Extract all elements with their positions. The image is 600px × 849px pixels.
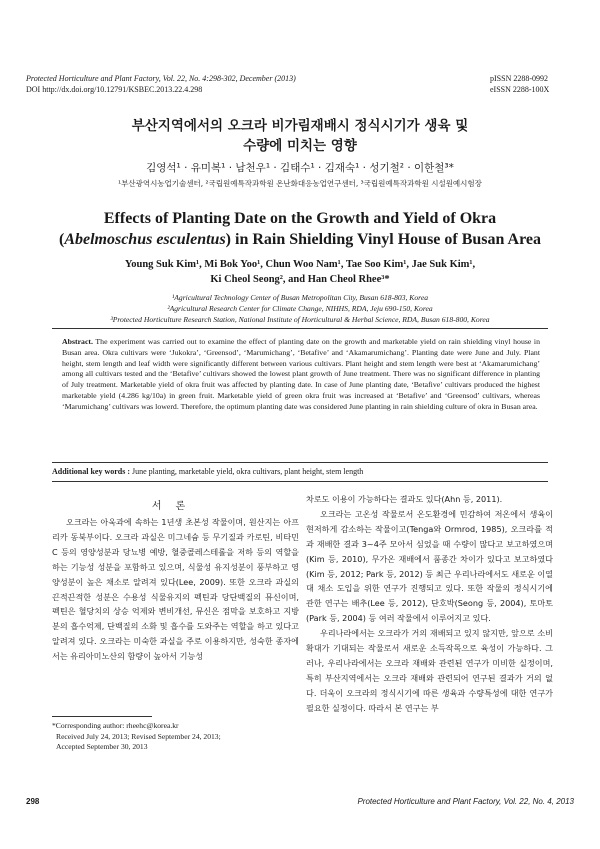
korean-title-line2: 수량에 미치는 영향 [243, 138, 357, 154]
footer-journal: Protected Horticulture and Plant Factory, Vol. 22, No. 4, 2013 [357, 797, 574, 806]
korean-title-line1: 부산지역에서의 오크라 비가림재배시 정식시기가 생육 및 [131, 118, 469, 134]
abstract-text: The experiment was carried out to examine the effect of planting date on the growth and marketable yield on rain shielding vinyl house in Busan area. Okra cultivars were ‘Jukokra’, ‘Greensod’, ‘Marumichang’, ‘Betafive’ and ‘Akamarumichang’. Planting date were June and July. Plant height, stem length and leaf width were significantly different between various cultivars. Plant height and stem length were best at ‘Akamarumichang’ among all cultivars tested and the ‘Betafive’ cultivars showed the lowest plant growth of June treatment. There was no significant difference in planting of July treatment. Marketable yield of okra fruit was affected by planting date. In case of June planting date, ‘Betafive’ cultivars produced the highest marketable yield (4.286 kg/10a) in green fruit. Marketable yield of green okra fruit was increased at ‘Betafive’ and ‘Greensod’ cultivars, whereas ‘Marumichang’ cultivars was lowerd. Therefore, the optimum planting date was considered June planting in rain shielding culture of okra in Busan area. [62, 337, 540, 411]
accepted-date: Accepted September 30, 2013 [56, 742, 148, 751]
affiliation-1: ¹Agricultural Technology Center of Busan Metropolitan City, Busan 618-803, Korea [171, 293, 429, 302]
keywords-label: Additional key words : [52, 467, 131, 476]
issn-block [490, 73, 574, 95]
english-authors [60, 257, 540, 287]
english-affiliations [26, 292, 574, 325]
abstract [62, 337, 540, 413]
affiliation-2: ²Agricultural Research Center for Climate Change, NIHHS, RDA, Jeju 690-150, Korea [167, 304, 433, 313]
species-name: Abelmoschus esculentus [64, 231, 226, 248]
journal-header [26, 73, 296, 95]
right-column-paragraph-3: 우리나라에서는 오크라가 거의 재배되고 있지 않지만, 앞으로 소비 확대가 기대되는 작물로서 새로운 소득작목으로 육성이 가능하다. 그러나, 우리나라에서는 오크라 재배와 관련된 연구가 미비한 실정이며, 특히 부산지역에서는 오크라 재배와 관련되어 연구된 결과가 거의 없다. 더욱이 오크라의 정식시기에 따른 생육과 수량특성에 대한 연구가 필요한 실정이다. 따라서 본 연구는 부 [306, 628, 553, 713]
right-column-paragraph-2: 오크라는 고온성 작물로서 온도환경에 민감하여 저온에서 생육이 현저하게 감소하는 작물이고(Tenga와 Ormrod, 1985), 오크라를 적과 재배한 결과 3~4주 모아서 심었을 때 수량이 많다고 보고하였으며(Kim 등, 2010), 무가온 재배에서 품종간 차이가 있다고 보고하였다(Kim 등, 2012; Park 등, 2012) 등 최근 우리나라에서도 새로운 이열대 채소 도입을 위한 연구가 진행되고 있다. 또한 작물의 정식시기에 관한 연구는 배추(Lee 등, 2012), 단호박(Seong 등, 2004), 토마토(Park 등, 2004) 등 여러 작물에서 이루어지고 있다. [306, 508, 553, 624]
korean-affiliations: ¹부산광역시농업기술센터, ²국립원예특작과학원 온난화대응농업연구센터, ³국립원예특작과학원 시설원예시험장 [118, 179, 482, 188]
english-title-line2-rest: ) in Rain Shielding Vinyl House of Busan Area [225, 231, 542, 248]
received-date: Received July 24, 2013; Revised September 24, 2013; [56, 731, 221, 741]
abstract-bottom-rule [52, 462, 548, 463]
affiliation-3: ³Protected Horticulture Research Station, National Institute of Horticultural & Herbal Science, RDA, Busan 618-800, Korea [110, 315, 490, 324]
english-authors-line2: Ki Cheol Seong², and Han Cheol Rhee³* [210, 274, 390, 285]
page-number: 298 [26, 797, 40, 806]
section-heading-introduction: 서론 [151, 501, 200, 512]
keywords [52, 466, 548, 477]
left-column-paragraph: 오크라는 아욱과에 속하는 1년생 초본성 작물이며, 원산지는 아프리카 동북부이다. 오크라 과실은 미그네슘 등 무기질과 카로틴, 비타민 C 등의 영양성분과 당뇨병 예방, 혈중콜레스테롤을 저하 등의 역할을 하는 기능성 성분을 포함하고 있으며, 식물성 유지성분이 풍부하고 영양성분이 높은 채소로 알려져 있다(Lee, 2009). 또한 오크라 과실의 끈적끈적한 성분은 수용성 식물유지의 펙틴과 당단백질의 뮤신이며, 펙틴은 혈당치의 상승 억제와 변비개선, 뮤신은 점막을 보호하고 지방분의 흡수억제, 단백질의 소화 및 흡수를 도와주는 역할을 하고 있다고 알려져 있다. 오크라는 미숙한 과실을 주로 이용하지만, 성숙한 종자에서는 유리아미노산의 함량이 높아서 기능성 [52, 517, 299, 662]
pissn: pISSN 2288-0992 [490, 74, 549, 83]
keywords-bottom-rule [52, 481, 548, 482]
eissn: eISSN 2288-100X [490, 85, 550, 94]
footnote [52, 721, 292, 753]
right-column-paragraph-1: 차로도 이용이 가능하다는 결과도 있다(Ahn 등, 2011). [306, 494, 503, 504]
doi-line[interactable]: DOI http://dx.doi.org/10.12791/KSBEC.2013.22.4.298 [26, 85, 203, 94]
english-title-line1: Effects of Planting Date on the Growth and Yield of Okra [103, 210, 497, 227]
english-authors-line1: Young Suk Kim¹, Mi Bok Yoo¹, Chun Woo Nam¹, Tae Soo Kim¹, Jae Suk Kim¹, [124, 259, 476, 270]
abstract-top-rule [52, 328, 548, 329]
keywords-text: June planting, marketable yield, okra cultivars, plant height, stem length [132, 467, 364, 476]
footnote-rule [52, 716, 152, 717]
korean-authors: 김영석¹ · 유미복¹ · 남천우¹ · 김태수¹ · 김재숙¹ · 성기철² · 이한철³* [146, 162, 454, 174]
corresponding-author: *Corresponding author: rheehc@korea.kr [52, 721, 179, 730]
english-title-line2: (Abelmoschus esculentus) in Rain Shielding Vinyl House of Busan Area [58, 231, 542, 248]
abstract-label: Abstract. [62, 337, 93, 346]
journal-citation: Protected Horticulture and Plant Factory, Vol. 22, No. 4:298-302, December (2013) [26, 74, 296, 83]
left-column [52, 515, 299, 664]
korean-title [60, 116, 540, 156]
right-column [306, 492, 553, 716]
english-title [40, 208, 560, 250]
